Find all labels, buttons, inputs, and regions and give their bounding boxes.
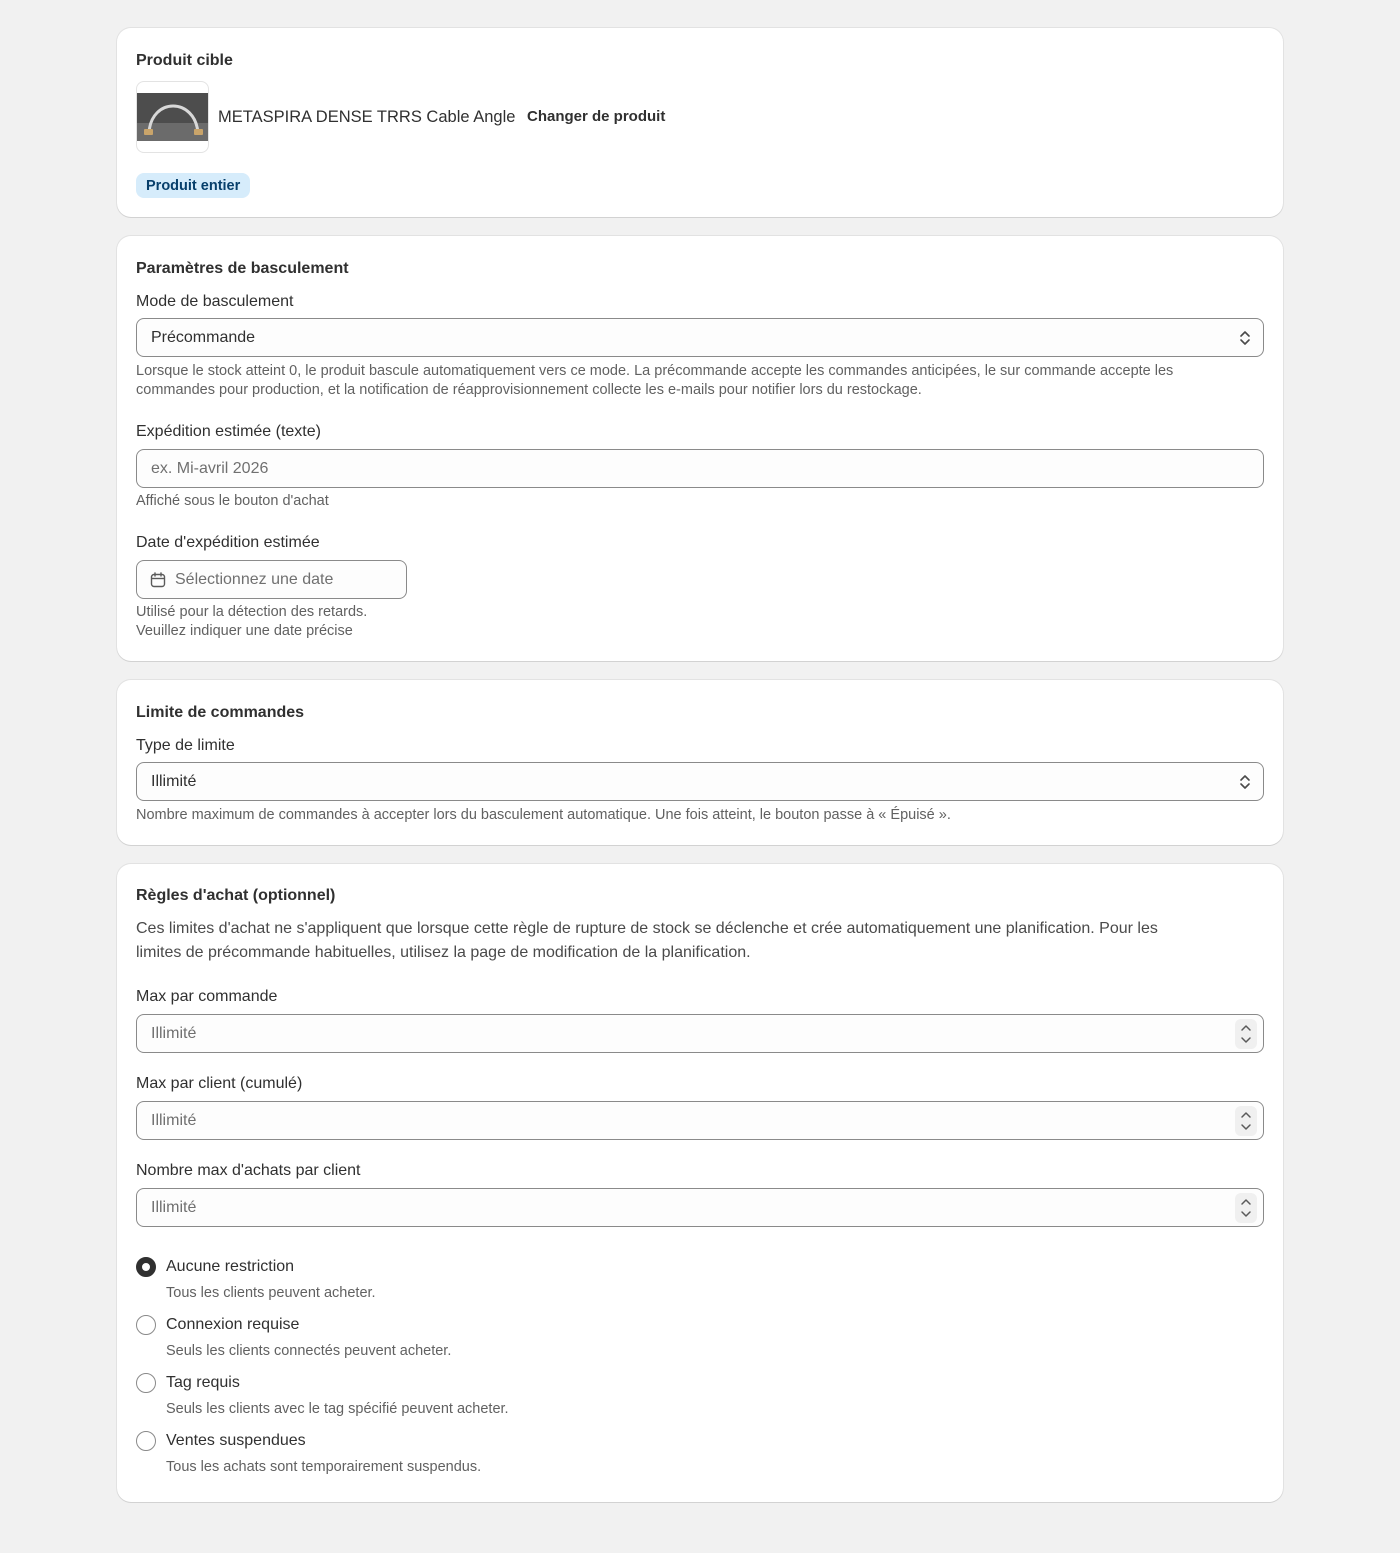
radio-button[interactable] bbox=[136, 1257, 156, 1277]
radio-help: Tous les achats sont temporairement suspendus. bbox=[166, 1459, 482, 1475]
shipping-text-input[interactable] bbox=[136, 449, 1264, 488]
switch-settings-card bbox=[117, 236, 1283, 661]
limit-type-label: Type de limite bbox=[136, 737, 235, 754]
target-product-card bbox=[117, 28, 1283, 217]
scope-badge: Produit entier bbox=[136, 173, 250, 198]
limit-type-value: Illimité bbox=[151, 772, 197, 790]
purchase-rules-description-line-1: Ces limites d'achat ne s'appliquent que lorsque cette règle de rupture de stock se déclenche et crée automatiquement une planification. Pour les bbox=[136, 920, 1158, 937]
max-per-order-label: Max par commande bbox=[136, 988, 278, 1005]
radio-option-tag-required[interactable] bbox=[136, 1373, 240, 1393]
radio-label: Ventes suspendues bbox=[166, 1432, 306, 1449]
radio-button[interactable] bbox=[136, 1315, 156, 1335]
purchase-rules-description-line-2: limites de précommande habituelles, utilisez la page de modification de la planification. bbox=[136, 944, 751, 961]
mode-help-line-2: commandes pour production, et la notification de réapprovisionnement collecte les e-mails pour notifier lors du restockage. bbox=[136, 382, 922, 398]
radio-option-no-restriction[interactable] bbox=[136, 1257, 294, 1277]
card-title: Limite de commandes bbox=[136, 704, 305, 721]
max-per-customer-placeholder: Illimité bbox=[151, 1111, 197, 1129]
card-title: Règles d'achat (optionnel) bbox=[136, 887, 336, 904]
shipping-date-help-line-2: Veuillez indiquer une date précise bbox=[136, 623, 353, 639]
limit-type-help: Nombre maximum de commandes à accepter lors du basculement automatique. Une fois atteint, le bouton passe à « Épuisé ». bbox=[136, 807, 951, 823]
purchase-rules-card bbox=[117, 864, 1283, 1502]
product-name: METASPIRA DENSE TRRS Cable Angle bbox=[218, 108, 516, 126]
mode-label: Mode de basculement bbox=[136, 293, 294, 310]
max-per-customer-input[interactable] bbox=[136, 1101, 1264, 1140]
radio-option-sales-suspended[interactable] bbox=[136, 1431, 306, 1451]
shipping-date-help-line-1: Utilisé pour la détection des retards. bbox=[136, 604, 368, 620]
number-stepper[interactable] bbox=[1235, 1019, 1257, 1049]
number-stepper[interactable] bbox=[1235, 1106, 1257, 1136]
radio-label: Connexion requise bbox=[166, 1316, 300, 1333]
mode-help-line-1: Lorsque le stock atteint 0, le produit bascule automatiquement vers ce mode. La précommande accepte les commandes anticipées, le sur commande accepte les bbox=[136, 363, 1174, 379]
shipping-date-placeholder: Sélectionnez une date bbox=[175, 570, 334, 588]
mode-select-value: Précommande bbox=[151, 328, 256, 346]
max-per-customer-label: Max par client (cumulé) bbox=[136, 1075, 303, 1092]
select-arrows-icon bbox=[1239, 329, 1251, 347]
change-product-button[interactable]: Changer de produit bbox=[527, 108, 666, 125]
radio-button[interactable] bbox=[136, 1431, 156, 1451]
order-limit-card bbox=[117, 680, 1283, 845]
product-image bbox=[137, 93, 209, 141]
card-title: Paramètres de basculement bbox=[136, 260, 349, 277]
radio-help: Seuls les clients connectés peuvent acheter. bbox=[166, 1343, 452, 1359]
shipping-date-picker[interactable] bbox=[136, 560, 407, 599]
shipping-text-label: Expédition estimée (texte) bbox=[136, 423, 321, 440]
select-arrows-icon bbox=[1239, 773, 1251, 791]
radio-help: Seuls les clients avec le tag spécifié peuvent acheter. bbox=[166, 1401, 509, 1417]
shipping-text-help: Affiché sous le bouton d'achat bbox=[136, 493, 329, 509]
calendar-icon bbox=[150, 572, 166, 593]
max-purchases-input[interactable] bbox=[136, 1188, 1264, 1227]
shipping-text-placeholder: ex. Mi-avril 2026 bbox=[151, 459, 269, 477]
mode-select[interactable] bbox=[136, 318, 1264, 357]
number-stepper[interactable] bbox=[1235, 1193, 1257, 1223]
max-per-order-placeholder: Illimité bbox=[151, 1024, 197, 1042]
shipping-date-label: Date d'expédition estimée bbox=[136, 534, 320, 551]
radio-label: Tag requis bbox=[166, 1374, 240, 1391]
radio-button[interactable] bbox=[136, 1373, 156, 1393]
radio-help: Tous les clients peuvent acheter. bbox=[166, 1285, 376, 1301]
max-purchases-label: Nombre max d'achats par client bbox=[136, 1162, 361, 1179]
limit-type-select[interactable] bbox=[136, 762, 1264, 801]
card-title: Produit cible bbox=[136, 52, 233, 69]
max-purchases-placeholder: Illimité bbox=[151, 1198, 197, 1216]
radio-label: Aucune restriction bbox=[166, 1258, 295, 1275]
product-thumbnail bbox=[136, 81, 209, 153]
radio-option-login-required[interactable] bbox=[136, 1315, 299, 1335]
max-per-order-input[interactable] bbox=[136, 1014, 1264, 1053]
